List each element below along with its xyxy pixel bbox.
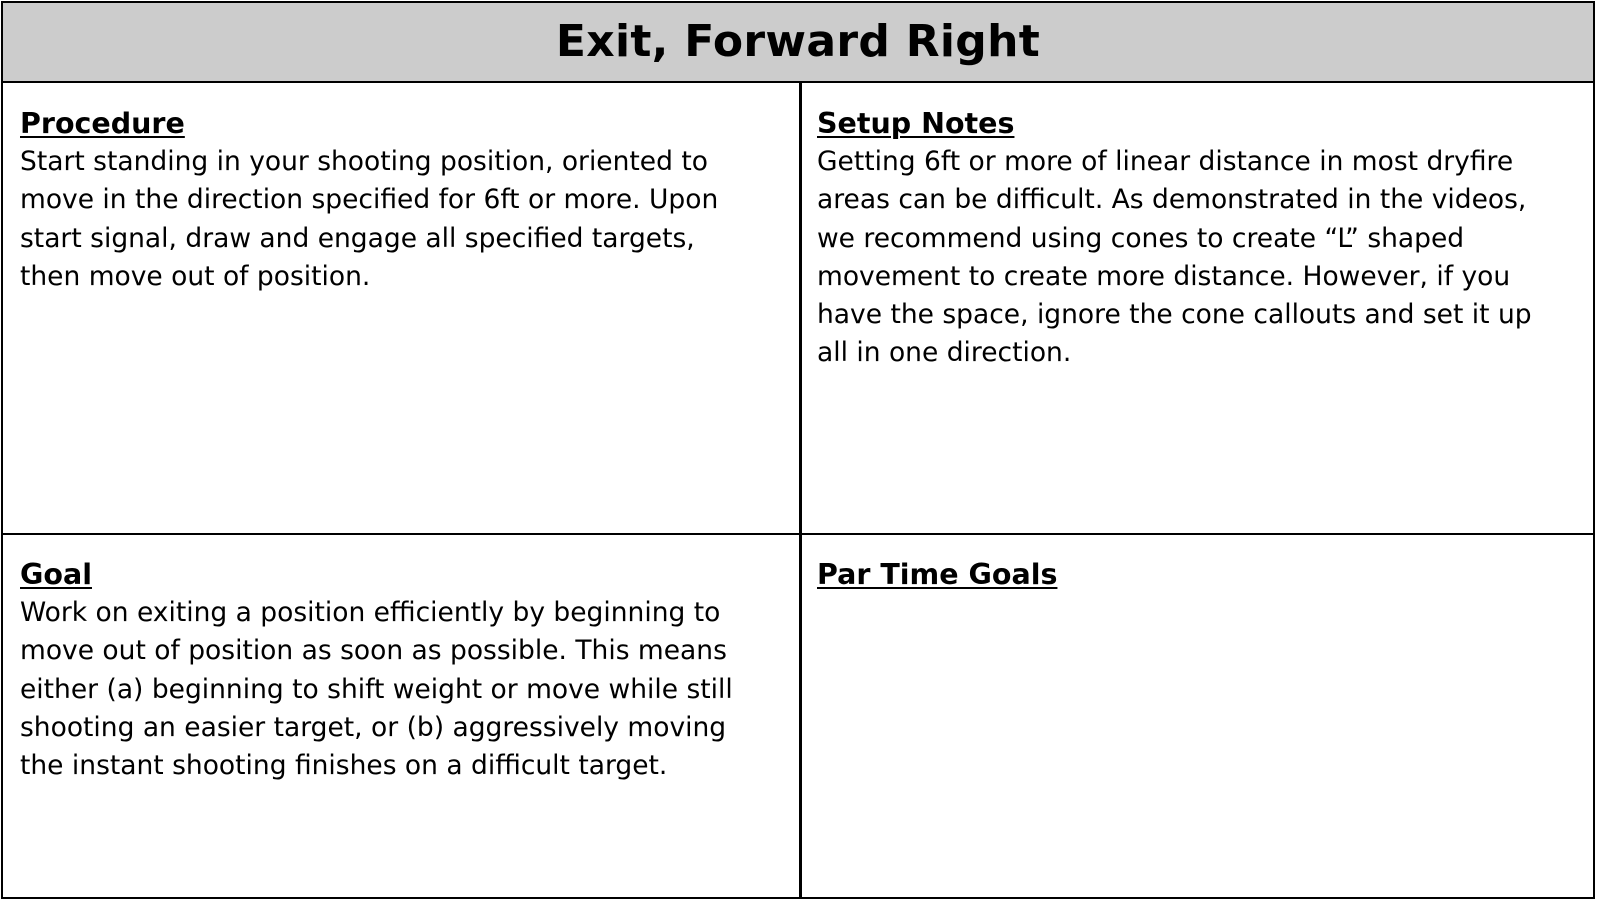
procedure-line: start signal, draw and engage all specified targets, xyxy=(20,222,695,254)
goal-line: shooting an easier target, or (b) aggressively moving xyxy=(20,711,727,743)
goal-heading: Goal xyxy=(20,558,92,591)
goal-line: the instant shooting finishes on a difficult target. xyxy=(20,750,668,782)
procedure-line: then move out of position. xyxy=(20,260,371,292)
goal-line: Work on exiting a position efficiently by beginning to xyxy=(20,597,721,628)
setup-notes-line: have the space, ignore the cone callouts and set it up xyxy=(817,299,1532,331)
setup-notes-line: Getting 6ft or more of linear distance in most dryfire xyxy=(817,146,1514,177)
drill-grid xyxy=(1,83,1595,899)
procedure-heading: Procedure xyxy=(20,107,185,140)
goal-line: either (a) beginning to shift weight or move while still xyxy=(20,673,733,705)
procedure-line: Start standing in your shooting position, oriented to xyxy=(20,146,708,177)
horizontal-divider xyxy=(3,533,1593,535)
par-time-goals-heading: Par Time Goals xyxy=(817,558,1058,591)
setup-notes-section xyxy=(800,83,1593,534)
goal-text xyxy=(20,594,784,785)
setup-notes-line: movement to create more distance. However, if you xyxy=(817,260,1511,292)
procedure-text xyxy=(20,143,784,296)
goal-line: move out of position as soon as possible. This means xyxy=(20,635,727,667)
page-title: Exit, Forward Right xyxy=(555,16,1041,67)
setup-notes-text xyxy=(817,143,1577,373)
setup-notes-line: we recommend using cones to create “L” shaped xyxy=(817,222,1465,254)
vertical-divider xyxy=(799,83,802,897)
setup-notes-line: areas can be difficult. As demonstrated in the videos, xyxy=(817,184,1527,216)
procedure-line: move in the direction specified for 6ft or more. Upon xyxy=(20,184,719,216)
title-bar xyxy=(1,1,1595,83)
goal-section xyxy=(3,534,800,897)
setup-notes-line: all in one direction. xyxy=(817,337,1072,369)
setup-notes-heading: Setup Notes xyxy=(817,107,1015,140)
par-time-goals-section xyxy=(800,534,1593,897)
procedure-section xyxy=(3,83,800,534)
